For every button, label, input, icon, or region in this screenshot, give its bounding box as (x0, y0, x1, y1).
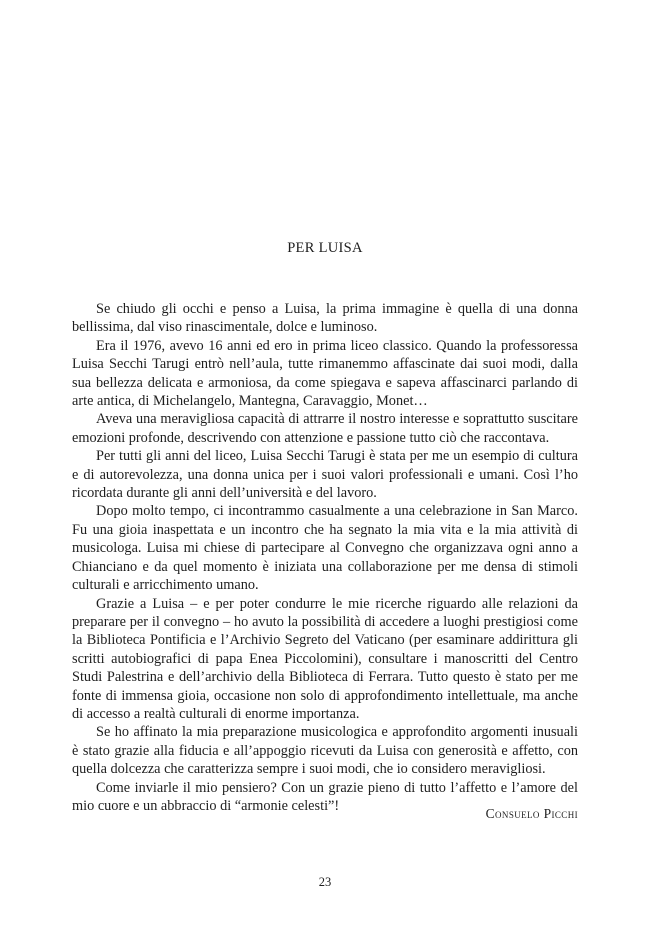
page-number: 23 (318, 875, 332, 889)
page-title: PER LUISA (287, 240, 363, 256)
author-signature: Consuelo Picchi (485, 806, 578, 821)
body-text (72, 300, 578, 815)
paragraph: Era il 1976, avevo 16 anni ed ero in prima liceo classico. Quando la professoressa Luisa Secchi Tarugi entrò nell’aula, tutte rimanemmo affascinate dai suoi modi, dalla sua bellezza delicata e armoniosa, da come spiegava e sapeva affascinarci parlando di arte antica, di Michelangelo, Mantegna, Caravaggio, Monet… (72, 337, 578, 410)
paragraph: Se ho affinato la mia preparazione musicologica e approfondito argomenti inusuali è stato grazie alla fiducia e all’appoggio ricevuti da Luisa con generosità e affetto, con quella dolcezza che caratterizza sempre i suoi modi, che io considero meravigliosi. (72, 724, 578, 778)
paragraph: Come inviarle il mio pensiero? Con un grazie pieno di tutto l’affetto e l’amore del mio cuore e un abbraccio di “armonie celesti”! (72, 779, 578, 814)
paragraph: Dopo molto tempo, ci incontrammo casualmente a una celebrazione in San Marco. Fu una gioia inaspettata e un incontro che ha segnato la mia vita e la mia attività di musicologa. Luisa mi chiese di partecipare al Convegno che organizzava ogni anno a Chianciano e da quel momento è iniziata una collaborazione per me densa di stimoli culturali e arricchimento umano. (72, 503, 578, 594)
paragraph: Grazie a Luisa – e per poter condurre le mie ricerche riguardo alle relazioni da preparare per il convegno – ho avuto la possibilità di accedere a luoghi prestigiosi come la Biblioteca Pontificia e l’Archivio Segreto del Vaticano (per esaminare addirittura gli scritti autobiografici di papa Enea Piccolomini), consultare i manoscritti del Centro Studi Palestrina e dell’archivio della Biblioteca di Ferrara. Tutto questo è stato per me fonte di immensa gioia, occasione non solo di approfondimento intellettuale, ma anche di accesso a realtà culturali di enorme importanza. (72, 595, 578, 722)
paragraph: Se chiudo gli occhi e penso a Luisa, la prima immagine è quella di una donna bellissima, dal viso rinascimentale, dolce e luminoso. (72, 301, 578, 336)
paragraph: Aveva una meravigliosa capacità di attrarre il nostro interesse e soprattutto suscitare emozioni profonde, descrivendo con attenzione e passione tutto ciò che raccontava. (72, 411, 578, 446)
paragraph: Per tutti gli anni del liceo, Luisa Secchi Tarugi è stata per me un esempio di cultura e di autorevolezza, una donna unica per i suoi valori professionali e umani. Così l’ho ricordata durante gli anni dell’università e del lavoro. (72, 448, 578, 502)
